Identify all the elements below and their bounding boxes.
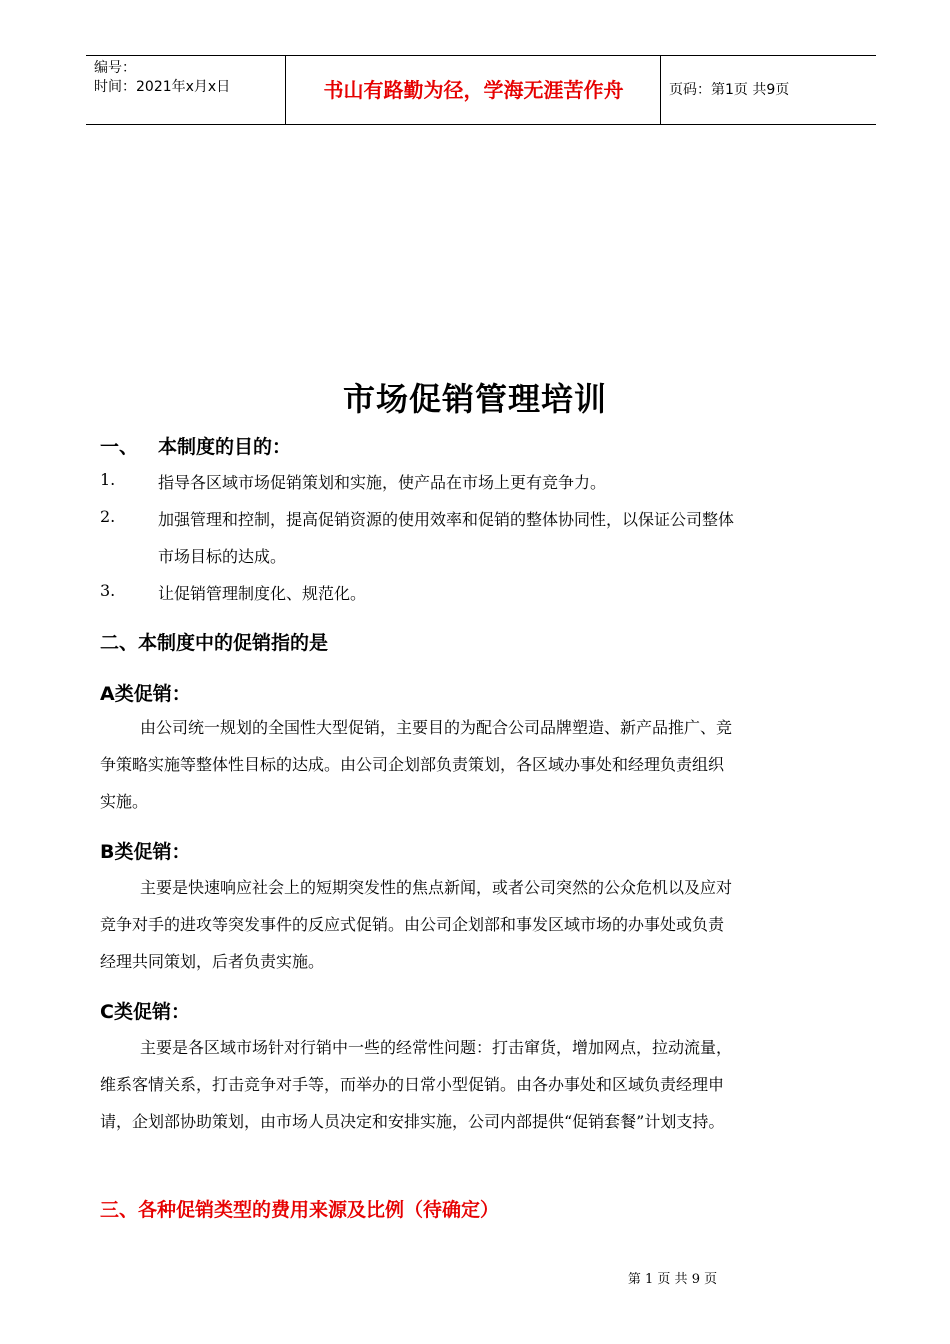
section-1-title: 本制度的目的： [158,436,292,458]
paragraph-line: 主要是快速响应社会上的短期突发性的焦点新闻，或者公司突然的公众危机以及应对 [140,878,733,897]
paragraph-line: 主要是各区域市场针对行销中一些的经常性问题：打击窜货，增加网点，拉动流量， [140,1038,733,1057]
category-c-paragraph [100,1029,870,1140]
paragraph-line: 争策略实施等整体性目标的达成。由公司企划部负责策划，各区域办事处和经理负责组织 [100,755,725,774]
list-item-text: 指导各区域市场促销策划和实施，使产品在市场上更有竞争力。 [158,473,607,492]
paragraph-line: 维系客情关系，打击竞争对手等，而举办的日常小型促销。由各办事处和区域负责经理申 [100,1075,725,1094]
section-1-number: 一、 [100,436,139,458]
header-number-label: 编号： [94,60,136,76]
list-item-text: 加强管理和控制，提高促销资源的使用效率和促销的整体协同性，以保证公司整体 [158,510,735,529]
header-page-info: 页码：第1页 共9页 [669,82,790,98]
list-item-number: 3. [100,581,116,600]
list-item-text: 让促销管理制度化、规范化。 [158,584,367,603]
header-motto: 书山有路勤为径，学海无涯苦作舟 [287,56,661,124]
category-b-paragraph [100,869,870,980]
category-a-label: A类促销： [100,683,191,705]
section-3-heading: 三、各种促销类型的费用来源及比例（待确定） [100,1199,500,1221]
list-item-number: 2. [100,507,116,526]
category-b-label: B类促销： [100,841,191,863]
document-header [86,55,876,125]
paragraph-line: 竞争对手的进攻等突发事件的反应式促销。由公司企划部和事发区域市场的办事处或负责 [100,915,725,934]
header-time-label: 时间：2021年x月x日 [94,79,231,95]
category-c-label: C类促销： [100,1001,190,1023]
header-meta-cell [86,56,286,124]
section-1-heading [100,432,291,459]
page-footer: 第 1 页 共 9 页 [627,1272,718,1287]
category-a-paragraph [100,709,870,820]
paragraph-line: 由公司统一规划的全国性大型促销，主要目的为配合公司品牌塑造、新产品推广、竞 [140,718,733,737]
paragraph-line: 经理共同策划，后者负责实施。 [100,952,325,971]
document-title: 市场促销管理培训 [342,380,607,418]
paragraph-line: 实施。 [100,792,149,811]
list-item-number: 1. [100,470,116,489]
section-2-heading: 二、本制度中的促销指的是 [100,632,329,654]
list-item-text: 市场目标的达成。 [158,547,287,566]
paragraph-line: 请，企划部协助策划，由市场人员决定和安排实施，公司内部提供“促销套餐”计划支持。 [100,1112,725,1131]
